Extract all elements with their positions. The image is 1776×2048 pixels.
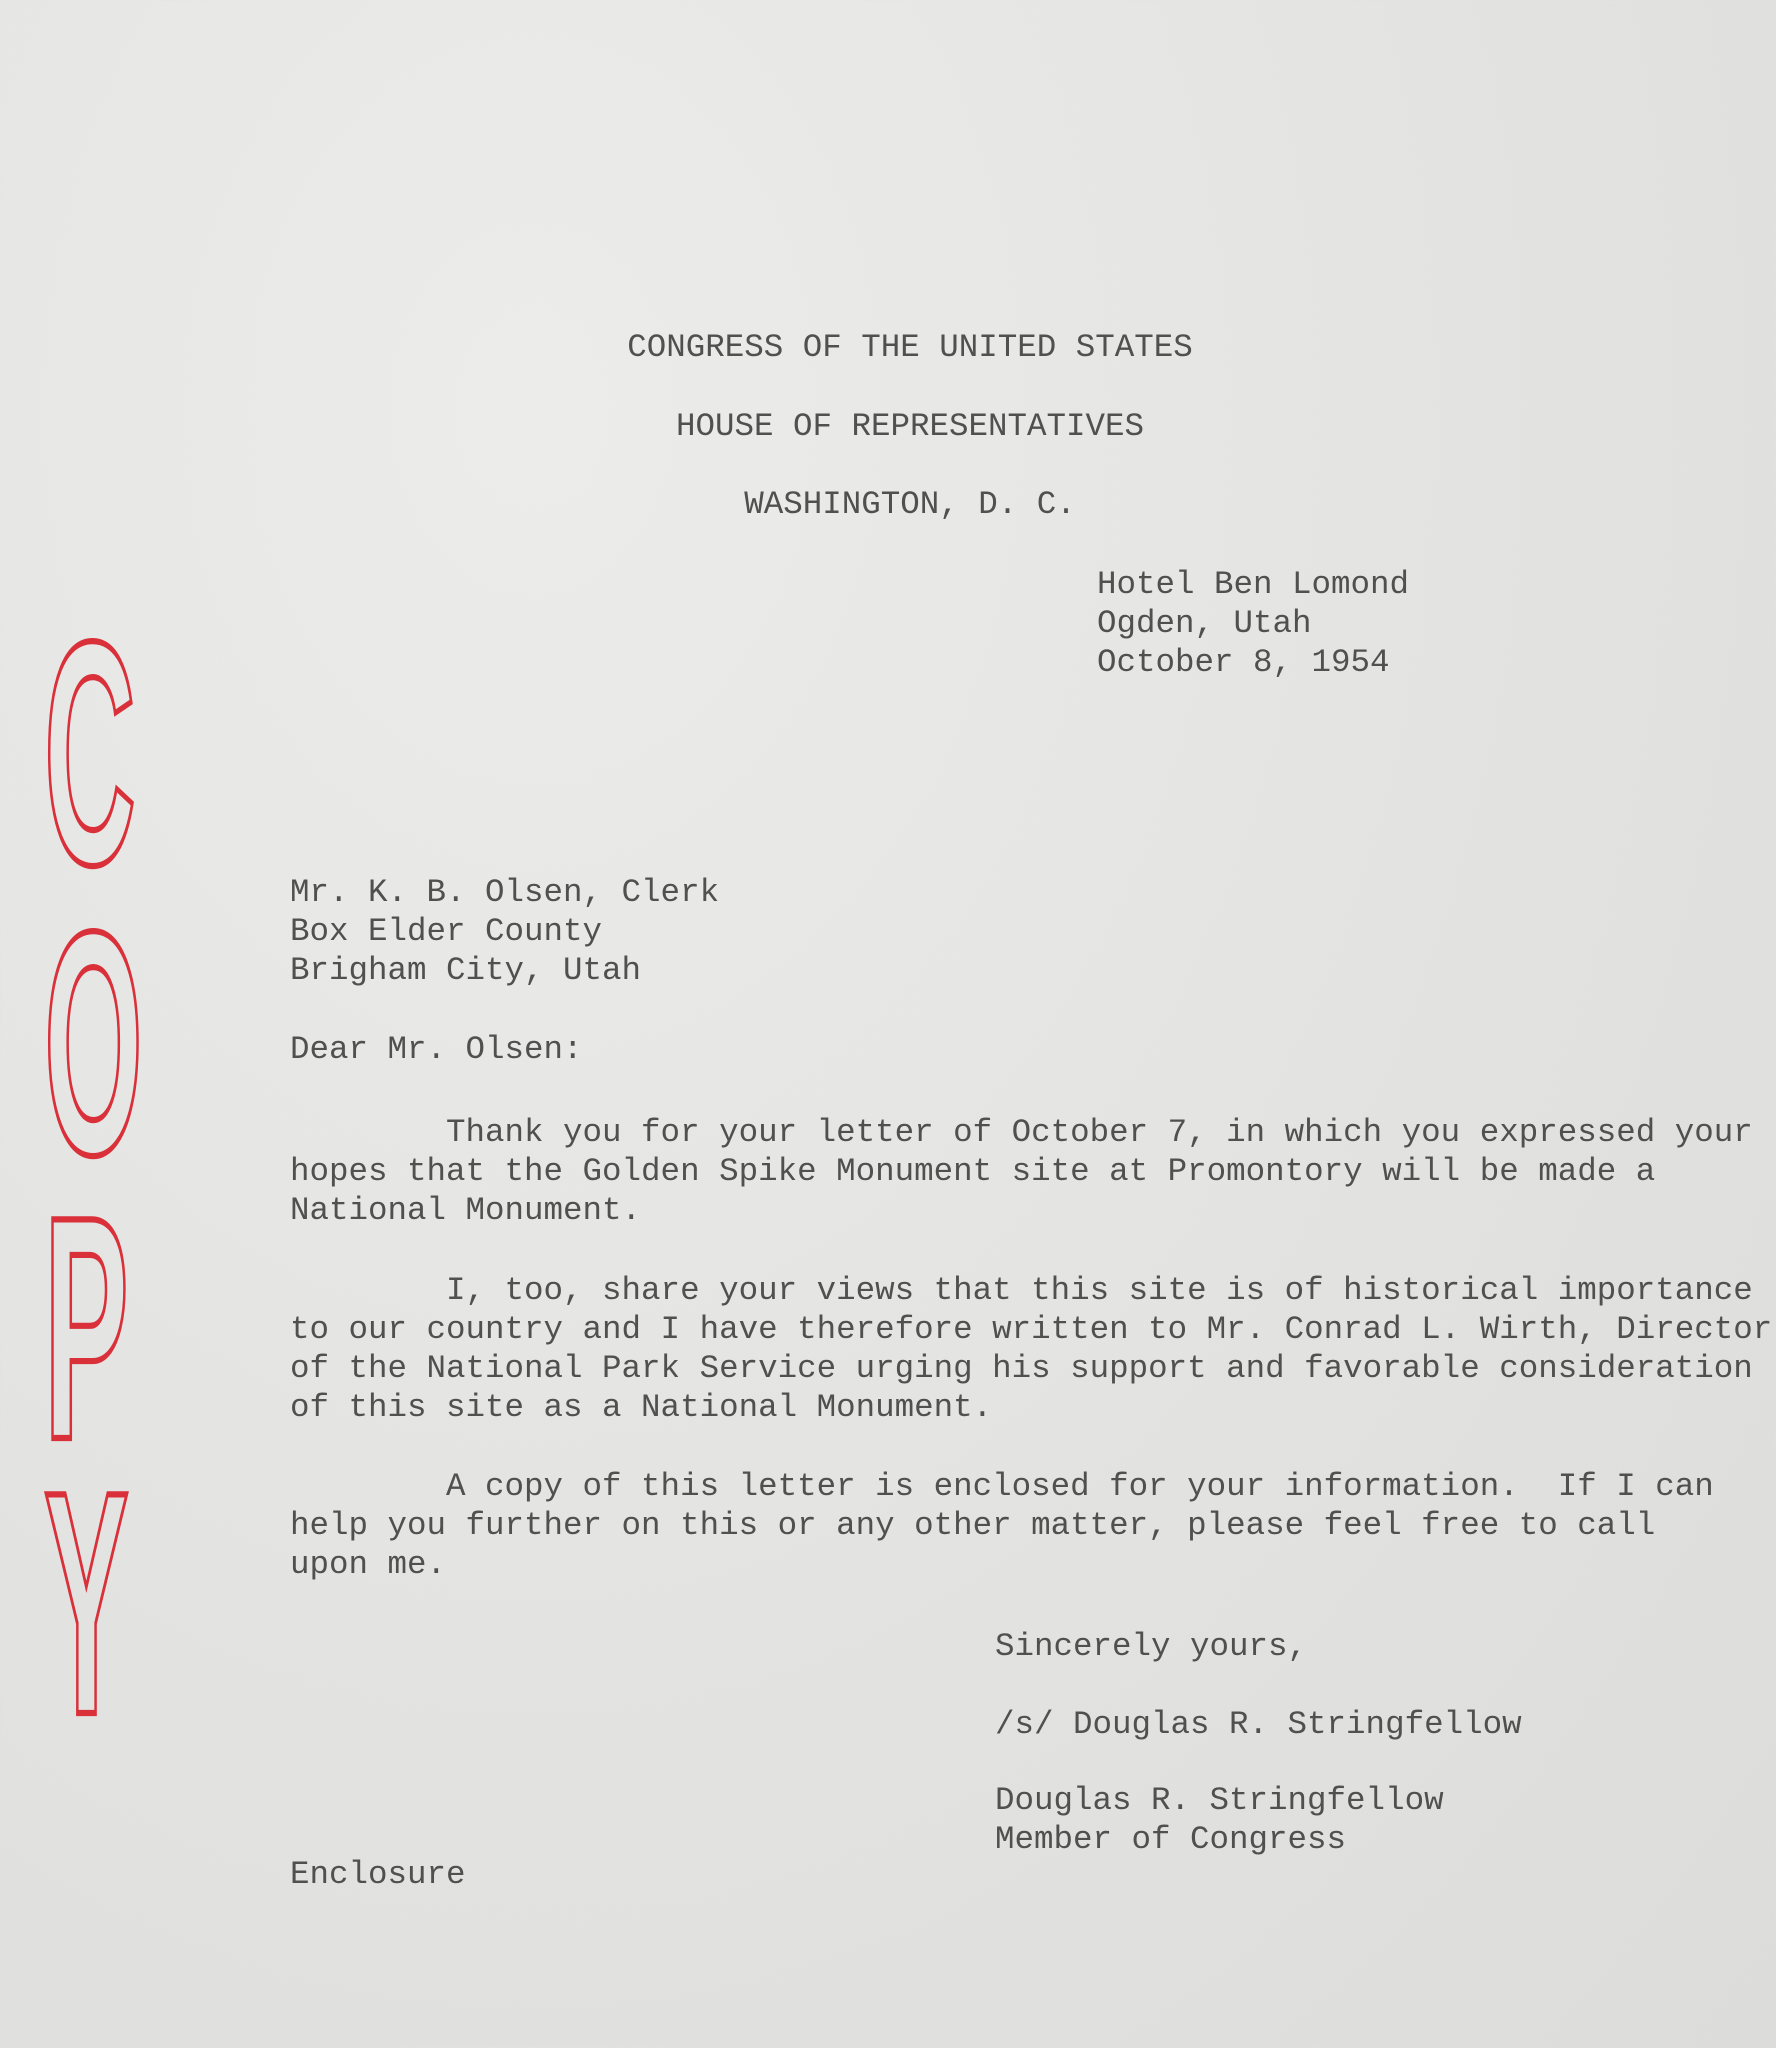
recipient-line: Mr. K. B. Olsen, Clerk — [290, 874, 720, 911]
letterhead-line: WASHINGTON, D. C. — [744, 486, 1076, 523]
body-line: help you further on this or any other matter, please feel free to call — [290, 1507, 1656, 1544]
body-line: of this site as a National Monument. — [290, 1389, 993, 1426]
letter-date: October 8, 1954 — [1097, 644, 1390, 681]
closing: Sincerely yours, — [995, 1628, 1308, 1665]
body-line: of the National Park Service urging his support and favorable consideration — [290, 1350, 1753, 1387]
copy-stamp-letter: P — [44, 1151, 129, 1507]
signature: /s/ Douglas R. Stringfellow — [995, 1706, 1522, 1743]
body-line: upon me. — [290, 1546, 447, 1583]
body-line: I, too, share your views that this site is of historical importance — [290, 1272, 1753, 1309]
letterhead-line: HOUSE OF REPRESENTATIVES — [675, 408, 1145, 445]
recipient-line: Brigham City, Utah — [290, 952, 642, 989]
salutation: Dear Mr. Olsen: — [290, 1031, 583, 1068]
body-line: A copy of this letter is enclosed for your information. If I can — [290, 1468, 1714, 1505]
recipient-line: Box Elder County — [290, 913, 603, 950]
letterhead-line: CONGRESS OF THE UNITED STATES — [627, 329, 1193, 366]
signer-title: Member of Congress — [995, 1821, 1347, 1858]
body-line: Thank you for your letter of October 7, in which you expressed your — [290, 1114, 1753, 1151]
copy-stamp-letter: C — [44, 630, 136, 932]
body-line: to our country and I have therefore written to Mr. Conrad L. Wirth, Director — [290, 1311, 1773, 1348]
copy-stamp — [40, 630, 150, 1730]
sender-line: Hotel Ben Lomond — [1097, 566, 1410, 603]
body-line: hopes that the Golden Spike Monument site at Promontory will be made a — [290, 1153, 1656, 1190]
copy-stamp-letter: Y — [44, 1426, 129, 1730]
copy-stamp-letter: O — [44, 866, 143, 1222]
sender-line: Ogden, Utah — [1097, 605, 1312, 642]
body-line: National Monument. — [290, 1192, 642, 1229]
enclosure-note: Enclosure — [290, 1856, 466, 1893]
signer-name: Douglas R. Stringfellow — [995, 1782, 1444, 1819]
